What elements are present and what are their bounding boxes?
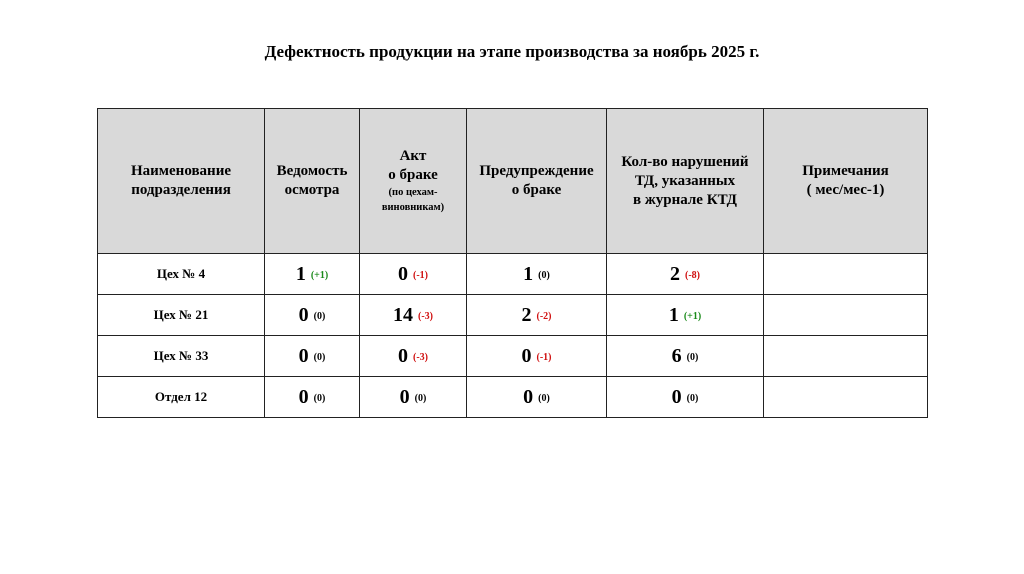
cell-defect-warning: 0 (-1): [467, 336, 607, 377]
cell-defect-warning: 1 (0): [467, 254, 607, 295]
delta-badge: (+1): [310, 269, 329, 281]
delta-badge: (0): [538, 392, 550, 404]
delta-badge: (-2): [536, 310, 552, 322]
cell-td-violations: 0 (0): [607, 377, 764, 418]
cell-td-violations: 2 (-8): [607, 254, 764, 295]
header-defect-warning: Предупреждение о браке: [467, 109, 607, 254]
cell-notes: [764, 254, 928, 295]
cell-defect-warning: 2 (-2): [467, 295, 607, 336]
header-defect-act-note: (по цехам- виновникам): [381, 187, 445, 213]
cell-defect-act: 0 (0): [360, 377, 467, 418]
table-header-row: [98, 109, 928, 254]
delta-badge: (-3): [418, 310, 433, 322]
row-name: Цех № 4: [98, 254, 265, 295]
header-division: Наименование подразделения: [98, 109, 265, 254]
cell-defect-act: 0 (-3): [360, 336, 467, 377]
table-row: [98, 295, 928, 336]
cell-inspection-sheet: 0 (0): [265, 377, 360, 418]
table-row: [98, 336, 928, 377]
cell-notes: [764, 295, 928, 336]
delta-badge: (-1): [413, 269, 428, 281]
delta-badge: (-8): [685, 269, 700, 281]
defects-table: [97, 108, 928, 418]
header-notes: Примечания ( мес/мес-1): [764, 109, 928, 254]
cell-td-violations: 6 (0): [607, 336, 764, 377]
delta-badge: (0): [313, 310, 326, 322]
cell-defect-warning: 0 (0): [467, 377, 607, 418]
cell-inspection-sheet: 0 (0): [265, 336, 360, 377]
cell-inspection-sheet: 1 (+1): [265, 254, 360, 295]
header-defect-act: Акт о браке (по цехам- виновникам): [360, 109, 467, 254]
delta-badge: (0): [538, 269, 550, 281]
delta-badge: (0): [414, 392, 427, 404]
delta-badge: (0): [313, 351, 326, 363]
delta-badge: (-1): [536, 351, 552, 363]
table-row: [98, 254, 928, 295]
delta-badge: (-3): [413, 351, 428, 363]
header-td-violations: Кол-во нарушений ТД, указанных в журнале КТД: [607, 109, 764, 254]
row-name: Цех № 33: [98, 336, 265, 377]
row-name: Отдел 12: [98, 377, 265, 418]
page-title: Дефектность продукции на этапе производства за ноябрь 2025 г.: [264, 42, 760, 61]
cell-inspection-sheet: 0 (0): [265, 295, 360, 336]
table-row: [98, 377, 928, 418]
cell-notes: [764, 336, 928, 377]
delta-badge: (0): [686, 351, 699, 363]
delta-badge: (0): [686, 392, 699, 404]
delta-badge: (0): [313, 392, 326, 404]
header-inspection-sheet: Ведомость осмотра: [265, 109, 360, 254]
cell-defect-act: 0 (-1): [360, 254, 467, 295]
cell-td-violations: 1 (+1): [607, 295, 764, 336]
row-name: Цех № 21: [98, 295, 265, 336]
delta-badge: (+1): [683, 310, 702, 322]
cell-defect-act: 14 (-3): [360, 295, 467, 336]
cell-notes: [764, 377, 928, 418]
